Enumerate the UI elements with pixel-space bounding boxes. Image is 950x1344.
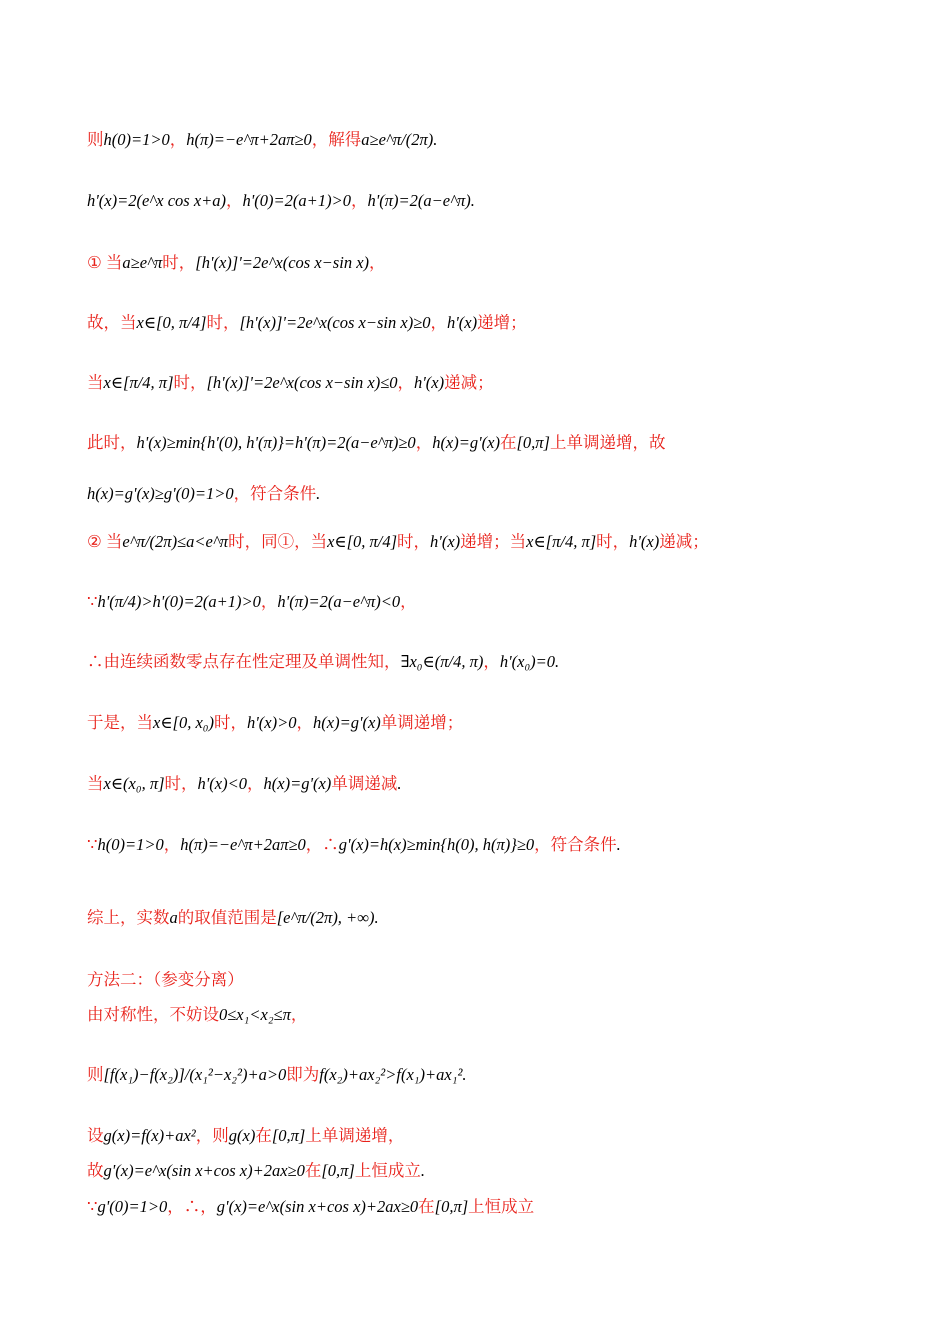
line-16: 由对称性，不妨设0≤x₁<x₂≤π， xyxy=(87,1005,308,1024)
line-2: h'(x)=2(e^x cos x+a)，h'(0)=2(a+1)>0，h'(π)=2(a−e^π). xyxy=(87,191,475,210)
line-15: 方法二：（参变分离） xyxy=(87,970,244,989)
line-9: ∵h'(π/4)>h'(0)=2(a+1)>0，h'(π)=2(a−e^π)<0， xyxy=(87,592,417,611)
line-10: ∴由连续函数零点存在性定理及单调性知，∃x₀∈(π/4, π)，h'(x₀)=0. xyxy=(87,652,560,671)
line-1: 则h(0)=1>0，h(π)=−e^π+2aπ≥0，解得a≥e^π/(2π). xyxy=(87,130,438,149)
line-5: 当x∈[π/4, π]时，[h'(x)]'=2e^x(cos x−sin x)≤0，h'(x)递减； xyxy=(87,373,494,392)
line-18: 设g(x)=f(x)+ax²，则g(x)在[0,π]上单调递增， xyxy=(87,1126,405,1145)
line-4: 故，当x∈[0, π/4]时，[h'(x)]'=2e^x(cos x−sin x)≥0，h'(x)递增； xyxy=(87,313,527,332)
line-13: ∵h(0)=1>0，h(π)=−e^π+2aπ≥0，∴g'(x)=h(x)≥min{h(0), h(π)}≥0，符合条件. xyxy=(87,835,621,854)
line-14: 综上，实数a的取值范围是[e^π/(2π), +∞). xyxy=(87,908,379,927)
line-17: 则[f(x₁)−f(x₂)]/(x₁²−x₂²)+a>0即为f(x₂)+ax₂²>f(x₁)+ax₁². xyxy=(87,1065,467,1084)
line-7: h(x)=g'(x)≥g'(0)=1>0，符合条件. xyxy=(87,484,321,503)
line-8: ② 当e^π/(2π)≤a<e^π时，同①，当x∈[0, π/4]时，h'(x)递增；当x∈[π/4, π]时，h'(x)递减； xyxy=(87,532,709,551)
line-3: ① 当a≥e^π时，[h'(x)]'=2e^x(cos x−sin x)， xyxy=(87,253,386,272)
line-11: 于是，当x∈[0, x₀)时，h'(x)>0，h(x)=g'(x)单调递增； xyxy=(87,713,464,732)
line-20: ∵g'(0)=1>0，∴，g'(x)=e^x(sin x+cos x)+2ax≥0在[0,π]上恒成立 xyxy=(87,1197,535,1216)
line-19: 故g'(x)=e^x(sin x+cos x)+2ax≥0在[0,π]上恒成立. xyxy=(87,1161,425,1180)
line-6: 此时，h'(x)≥min{h'(0), h'(π)}=h'(π)=2(a−e^π)≥0，h(x)=g'(x)在[0,π]上单调递增，故 xyxy=(87,433,666,452)
line-12: 当x∈(x₀, π]时，h'(x)<0，h(x)=g'(x)单调递减. xyxy=(87,774,402,793)
